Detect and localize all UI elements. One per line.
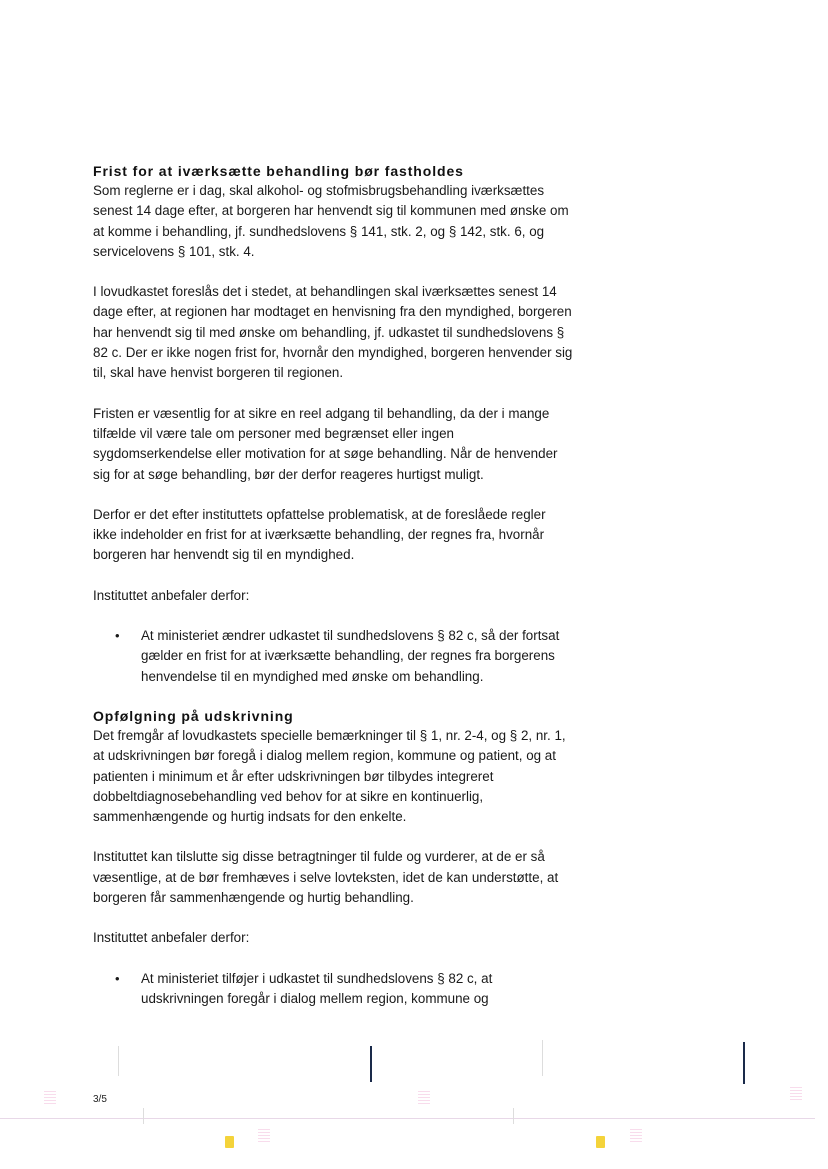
scan-artifact-pink — [418, 1090, 430, 1104]
paragraph-spacer — [93, 262, 573, 282]
section-spacer — [93, 687, 573, 706]
scan-artifact-yellow — [225, 1136, 234, 1148]
section-heading-opfoelgning: Opfølgning på udskrivning — [93, 707, 294, 724]
paragraph-spacer — [93, 566, 573, 586]
paragraph: Derfor er det efter instituttets opfattelse problematisk, at de foreslåede regler ikke indeholder en frist for at iværksætte behandling, der regnes fra, hvornår borgeren har henvendt sig til en myndighed. — [93, 506, 546, 563]
document-body — [93, 161, 573, 1009]
paragraph: Fristen er væsentlig for at sikre en reel adgang til behandling, da der i mange tilfælde vil være tale om personer med begrænset eller ingen sygdomserkendelse eller motivation for at søge behandling. Når de henvender sig for at søge behandling, bør der derfor reageres hurtigst muligt. — [93, 405, 558, 482]
scan-artifact-tick — [118, 1046, 119, 1076]
bullet-icon: • — [115, 628, 120, 644]
paragraph: I lovudkastet foreslås det i stedet, at behandlingen skal iværksættes senest 14 dage efter, at regionen har modtaget en henvisning fra den myndighed, borgeren har henvendt sig til med ønske om behandling, jf. udkastet til sundhedslovens § 82 c. Der er ikke nogen frist for, hvornår den myndighed, borgeren henvender sig til, skal have henvist borgeren til regionen. — [93, 284, 573, 381]
scan-artifact-tick — [513, 1108, 514, 1124]
recommendation-intro: Instituttet anbefaler derfor: — [93, 930, 250, 946]
paragraph-spacer — [93, 908, 573, 928]
recommendation-list — [93, 626, 573, 687]
list-item — [93, 626, 573, 687]
paragraph: Instituttet kan tilslutte sig disse betragtninger til fulde og vurderer, at de er så væsentlige, at de bør fremhæves i selve lovteksten, idet de kan understøtte, at borgeren får sammenhængende og hurtig behandling. — [93, 849, 559, 906]
paragraph-spacer — [93, 949, 573, 969]
bullet-icon: • — [115, 970, 120, 986]
scan-artifact-pink — [258, 1128, 270, 1142]
paragraph: Som reglerne er i dag, skal alkohol- og stofmisbrugsbehandling iværksættes senest 14 dage efter, at borgeren har henvendt sig til kommunen med ønske om at komme i behandling, jf. sundhedslovens § 141, stk. 2, og § 142, stk. 6, og servicelovens § 101, stk. 4. — [93, 183, 569, 259]
list-item-text: At ministeriet tilføjer i udkastet til sundhedslovens § 82 c, at udskrivningen foregår i dialog mellem region, kommune og — [141, 970, 493, 1006]
paragraph-spacer — [93, 827, 573, 847]
paragraph-spacer — [93, 384, 573, 404]
section-heading-frist: Frist for at iværksætte behandling bør fastholdes — [93, 163, 464, 179]
paragraph: Det fremgår af lovudkastets specielle bemærkninger til § 1, nr. 2-4, og § 2, nr. 1, at udskrivningen bør foregå i dialog mellem region, kommune og patient, og at patienten i minimum et år efter udskrivningen bør tilbydes integreret dobbeltdiagnosebehandling ved behov for at sikre en kontinuerlig, sammenhængende og hurtig indsats for den enkelte. — [93, 727, 566, 825]
scan-artifact-pink — [44, 1090, 56, 1104]
scan-artifact-yellow — [596, 1136, 605, 1148]
list-item-text: At ministeriet ændrer udkastet til sundhedslovens § 82 c, så der fortsat gælder en frist for at iværksætte behandling, der regnes fra borgerens henvendelse til en myndighed med ønske om behandling. — [141, 628, 560, 684]
scan-artifact-pink — [790, 1086, 802, 1100]
scan-artifact-mark — [370, 1046, 372, 1082]
paragraph-spacer — [93, 606, 573, 626]
recommendation-intro: Instituttet anbefaler derfor: — [93, 587, 250, 603]
list-item — [93, 969, 573, 1010]
scan-artifact-tick — [143, 1108, 144, 1124]
scan-artifact-mark — [743, 1042, 745, 1084]
scan-artifact-line — [0, 1118, 815, 1119]
paragraph-spacer — [93, 485, 573, 505]
scan-artifact-pink — [630, 1128, 642, 1142]
scan-artifact-tick — [542, 1040, 543, 1076]
page-number: 3/5 — [93, 1094, 107, 1105]
recommendation-list — [93, 969, 573, 1010]
